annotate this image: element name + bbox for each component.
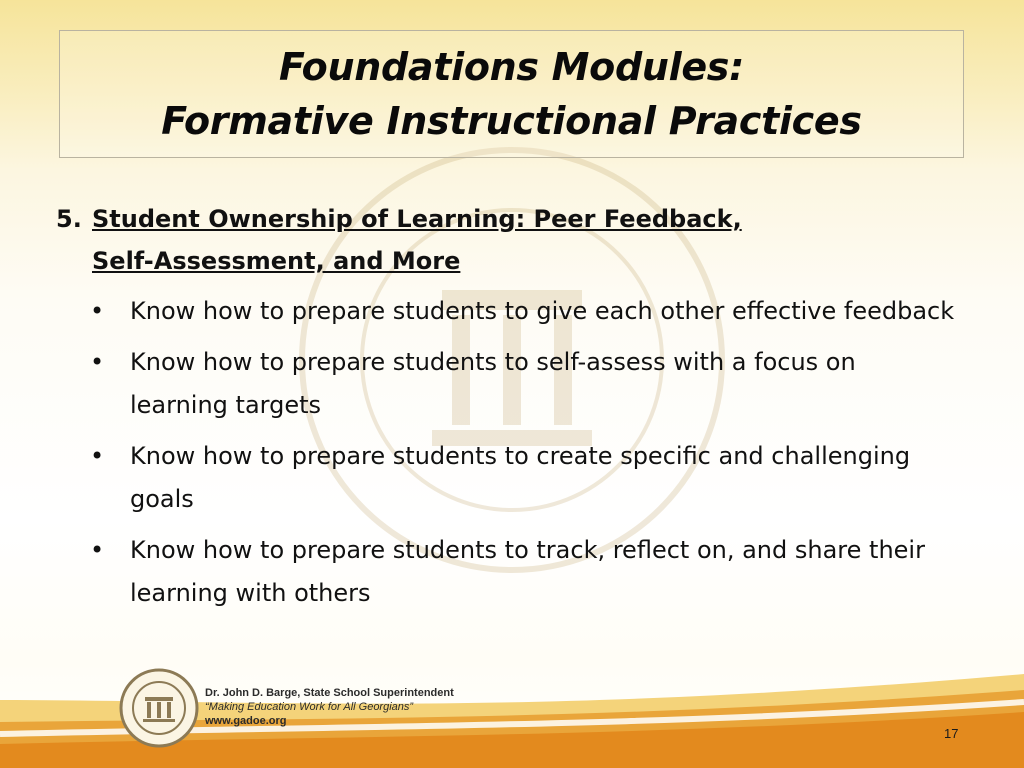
title-box [59,30,964,158]
footer-slogan: “Making Education Work for All Georgians” [205,701,414,713]
bullet-marker: • [90,297,105,325]
bullet-marker: • [90,442,105,470]
bullet-text: Know how to prepare students to track, reflect on, and share their learning with others [130,536,925,607]
bullet-item [90,341,970,427]
bullet-item [90,290,970,333]
section-number: 5. [56,205,82,233]
section-title-line-2: Self-Assessment, and More [92,247,461,275]
bullet-marker: • [90,348,105,376]
bullet-item [90,435,970,521]
bullet-text: Know how to prepare students to create specific and challenging goals [130,442,911,513]
section-title-line-1: Student Ownership of Learning: Peer Feedback, [92,205,742,233]
footer-superintendent: Dr. John D. Barge, State School Superintendent [205,687,454,699]
bullet-text: Know how to prepare students to give each other effective feedback [130,297,955,325]
page-number: 17 [944,726,959,741]
department-seal-icon [118,667,200,749]
bullet-item [90,529,970,615]
bullet-text: Know how to prepare students to self-assess with a focus on learning targets [130,348,856,419]
footer-text [205,686,454,728]
bullet-list [90,290,970,623]
title-line-1: Foundations Modules: [278,45,745,89]
bullet-marker: • [90,536,105,564]
title-line-2: Formative Instructional Practices [161,99,862,143]
footer-website: www.gadoe.org [205,715,287,727]
